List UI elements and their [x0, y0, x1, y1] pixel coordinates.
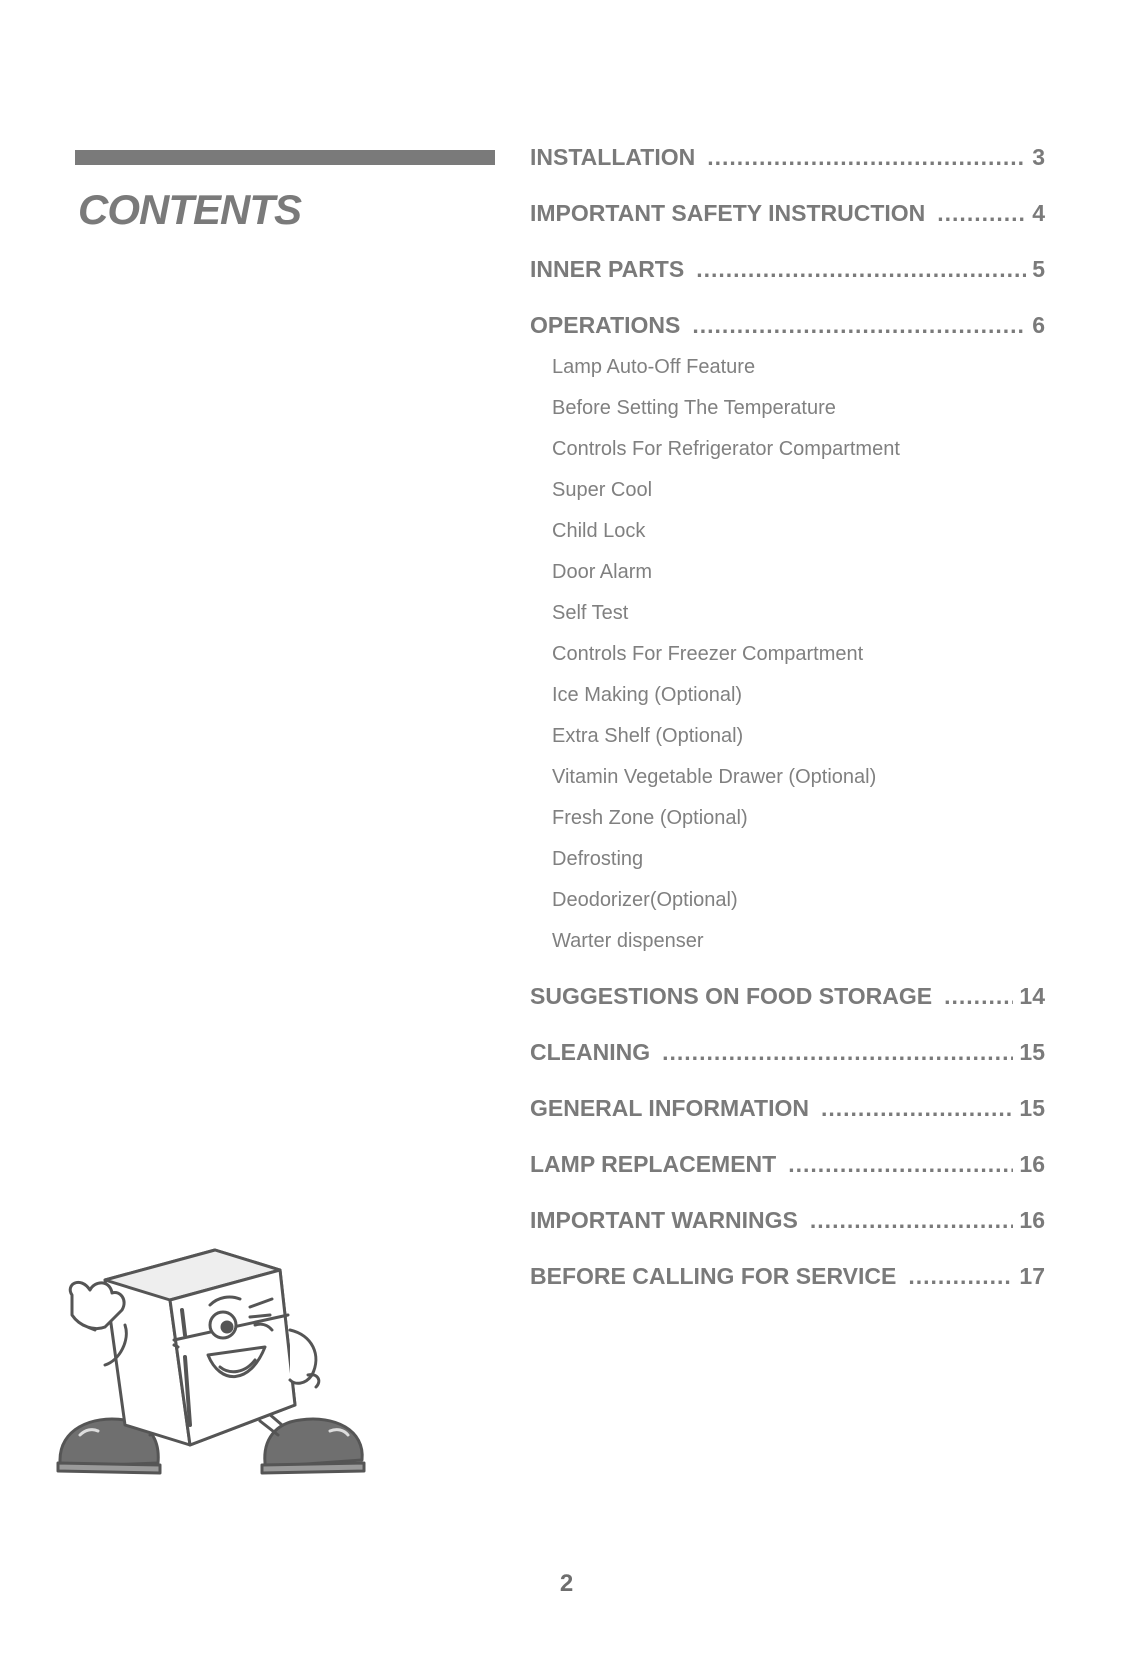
toc-entry-page: 15 — [1019, 1039, 1045, 1065]
toc-entry-general-information[interactable] — [530, 1095, 1045, 1122]
page-number: 2 — [559, 1570, 574, 1597]
toc-entry-important-warnings[interactable] — [530, 1207, 1045, 1234]
toc-entry-page: 14 — [1019, 983, 1045, 1009]
dot-leader — [810, 1207, 1014, 1234]
dot-leader — [937, 200, 1026, 227]
title-rule — [75, 150, 495, 165]
toc-subitem[interactable]: Ice Making (Optional) — [552, 684, 743, 706]
toc-entry-label: OPERATIONS — [530, 312, 681, 338]
toc-entry-installation[interactable] — [530, 144, 1045, 171]
toc-entry-label: SUGGESTIONS ON FOOD STORAGE — [530, 983, 933, 1009]
toc-entry-page: 16 — [1019, 1151, 1045, 1177]
toc-subitem[interactable]: Fresh Zone (Optional) — [552, 807, 748, 829]
toc-entry-food-storage[interactable] — [530, 983, 1045, 1010]
toc-entry-page: 17 — [1019, 1263, 1045, 1289]
toc-entry-lamp-replacement[interactable] — [530, 1151, 1045, 1178]
toc-subitem[interactable]: Super Cool — [552, 479, 653, 501]
toc-subitem[interactable]: Controls For Freezer Compartment — [552, 643, 864, 665]
toc-entry-operations[interactable] — [530, 312, 1045, 339]
dot-leader — [662, 1039, 1013, 1066]
toc-entry-before-calling-service[interactable] — [530, 1263, 1045, 1290]
toc-entry-page: 16 — [1019, 1207, 1045, 1233]
toc-subitem[interactable]: Extra Shelf (Optional) — [552, 725, 744, 747]
dot-leader — [696, 256, 1026, 283]
toc-subitem[interactable]: Lamp Auto-Off Feature — [552, 356, 756, 378]
refrigerator-mascot-icon — [50, 1235, 385, 1497]
toc-subitem[interactable]: Vitamin Vegetable Drawer (Optional) — [552, 766, 877, 788]
toc-subitem[interactable]: Deodorizer(Optional) — [552, 889, 738, 911]
toc-entry-label: INSTALLATION — [530, 144, 696, 170]
toc-subitem[interactable]: Controls For Refrigerator Compartment — [552, 438, 900, 460]
toc-entry-label: LAMP REPLACEMENT — [530, 1151, 777, 1177]
toc-entry-cleaning[interactable] — [530, 1039, 1045, 1066]
page-title: CONTENTS — [78, 186, 301, 233]
toc-subitem[interactable]: Self Test — [552, 602, 629, 624]
toc-entry-page: 4 — [1032, 200, 1045, 226]
toc-subitem[interactable]: Door Alarm — [552, 561, 653, 583]
toc-entry-page: 6 — [1032, 312, 1045, 338]
toc-entry-safety-instruction[interactable] — [530, 200, 1045, 227]
dot-leader — [944, 983, 1013, 1010]
dot-leader — [908, 1263, 1013, 1290]
toc-subitem[interactable]: Warter dispenser — [552, 930, 704, 952]
dot-leader — [821, 1095, 1013, 1122]
toc-subitem[interactable]: Defrosting — [552, 848, 644, 870]
toc-entry-page: 15 — [1019, 1095, 1045, 1121]
dot-leader — [788, 1151, 1013, 1178]
toc-entry-label: GENERAL INFORMATION — [530, 1095, 809, 1121]
toc-entry-label: CLEANING — [530, 1039, 651, 1065]
dot-leader — [707, 144, 1026, 171]
toc-entry-label: IMPORTANT SAFETY INSTRUCTION — [530, 200, 926, 226]
toc-entry-page: 5 — [1032, 256, 1045, 282]
toc-entry-inner-parts[interactable] — [530, 256, 1045, 283]
toc-entry-label: IMPORTANT WARNINGS — [530, 1207, 798, 1233]
toc-entry-page: 3 — [1032, 144, 1045, 170]
toc-entry-label: INNER PARTS — [530, 256, 685, 282]
toc-subitem[interactable]: Child Lock — [552, 520, 646, 542]
dot-leader — [692, 312, 1026, 339]
toc-entry-label: BEFORE CALLING FOR SERVICE — [530, 1263, 897, 1289]
toc-subitem[interactable]: Before Setting The Temperature — [552, 397, 836, 419]
